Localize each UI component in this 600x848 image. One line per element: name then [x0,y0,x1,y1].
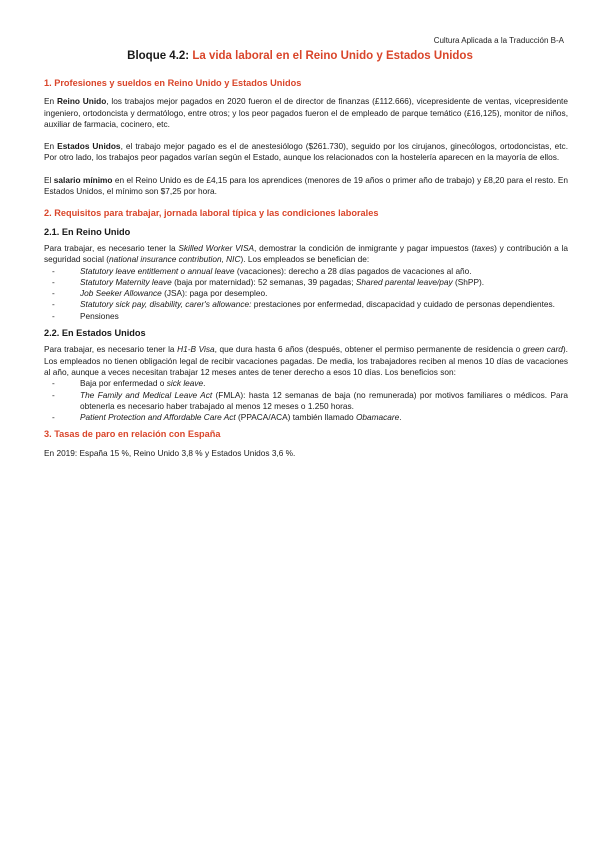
course-header: Cultura Aplicada a la Traducción B-A [433,36,564,45]
section-3-heading: 3. Tasas de paro en relación con España [44,429,221,440]
list-item: - Baja por enfermedad o sick leave. [44,378,568,389]
paragraph-us-salaries: En Estados Unidos, el trabajo mejor pagado es el de anestesiólogo ($261.730), seguido por los cirujanos, ginecólogos, ortodoncistas, etc. Por otro lado, los trabajos peor pagados varían según el Estado, aunque los relacionados con la hostelería aparecen en la mayoría de ellos. [44,141,568,163]
paragraph-uk-requirements: Para trabajar, es necesario tener la Skilled Worker VISA, demostrar la condición de inmigrante y pagar impuestos (taxes) y contribución a la seguridad social (national insurance contribution, NIC). Los empleados se benefician de: [44,242,568,265]
section-2-heading: 2. Requisitos para trabajar, jornada laboral típica y las condiciones laborales [44,208,379,219]
title-main: La vida laboral en el Reino Unido y Estados Unidos [192,50,473,62]
list-item: - Pensiones [44,311,568,322]
subsection-us-heading: 2.2. En Estados Unidos [44,328,146,339]
section-3 [44,429,568,459]
paragraph-unemployment: En 2019: España 15 %, Reino Unido 3,8 % y Estados Unidos 3,6 %. [44,447,296,458]
title-prefix: Bloque 4.2: [127,50,190,62]
section-2 [44,208,568,423]
list-item: - Statutory Maternity leave (baja por maternidad): 52 semanas, 39 pagadas; Shared parental leave/pay (ShPP). [44,277,568,288]
list-item: - Job Seeker Allowance (JSA): paga por desempleo. [44,288,568,299]
subsection-uk-heading: 2.1. En Reino Unido [44,226,131,237]
list-item: - The Family and Medical Leave Act (FMLA): hasta 12 semanas de baja (no remunerada) por motivos familiares o médicos. Para obtenerla es necesario haber trabajado al menos 12 meses o 1.250 horas. [44,390,568,413]
section-1-heading: 1. Profesiones y sueldos en Reino Unido y Estados Unidos [44,78,302,88]
us-benefits-list [44,378,568,423]
paragraph-us-requirements: Para trabajar, es necesario tener la H1-B Visa, que dura hasta 6 años (después, obtener el permiso permanente de residencia o green card). Los empleados no tienen obligación legal de recibir vacaciones pagadas. De media, los trabajadores reciben al menos 10 días de vacaciones al año, aunque a veces necesitan trabajar 12 meses antes de tener derecho a esos 10 días. Los beneficios son: [44,344,568,377]
page-title [0,50,600,62]
section-1 [44,78,568,197]
document-body [44,78,568,470]
list-item: - Patient Protection and Affordable Care Act (PPACA/ACA) también llamado Obamacare. [44,412,568,423]
uk-benefits-list [44,266,568,322]
list-item: - Statutory sick pay, disability, carer's allowance: prestaciones por enfermedad, discapacidad y cuidado de personas dependientes. [44,299,568,310]
paragraph-minimum-wage: El salario mínimo en el Reino Unido es de £4,15 para los aprendices (menores de 19 años o primer año de trabajo) y £8,20 para el resto. En Estados Unidos, el mínimo son $7,25 por hora. [44,174,569,197]
paragraph-uk-salaries: En Reino Unido, los trabajos mejor pagados en 2020 fueron el de director de finanzas (£112.666), vicepresidente de ventas, vicepresidente ingeniero, ortodoncista y dermatólogo, entre otros; y los peor pagados fueron el de empleado de parque temático (£16,125), monitor de niños, auxiliar de farmacia, cocinero, etc. [44,96,568,129]
list-item: - Statutory leave entitlement o annual leave (vacaciones): derecho a 28 días pagados de vacaciones al año. [44,266,568,277]
